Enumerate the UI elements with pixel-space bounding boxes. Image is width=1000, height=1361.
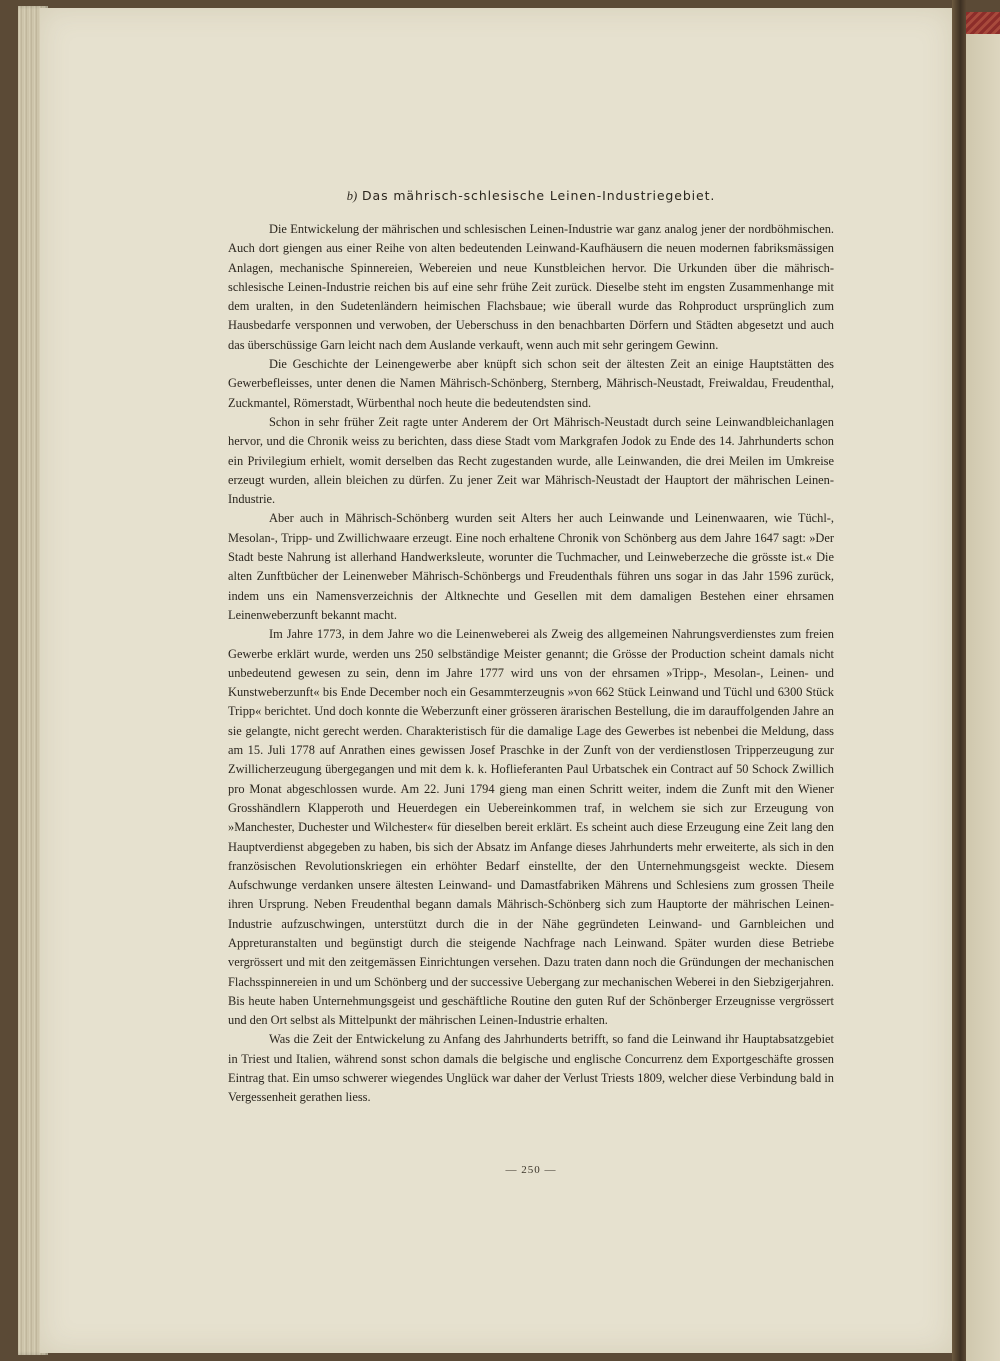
paragraph-6: Was die Zeit der Entwickelung zu Anfang des Jahrhunderts betrifft, so fand die Leinwand ihr Hauptabsatzgebiet in Triest und Italien, während sonst schon damals die belgische und englische Concurrenz dem Exportgeschäfte grossen Eintrag that. Ein umso schwerer wiegendes Unglück war daher der Verlust Triests 1809, welcher diese Verbindung bald in Vergessenheit gerathen liess. (228, 1032, 834, 1105)
paragraph-5: Im Jahre 1773, in dem Jahre wo die Leinenweberei als Zweig des allgemeinen Nahrungsverdienstes zum freien Gewerbe erklärt wurde, werden uns 250 selbständige Meister genannt; die Grösse der Production scheint damals nicht unbedeutend gewesen zu sein, denn im Jahre 1777 wird uns von der ehrsamen »Tripp-, Mesolan-, Leinen- und Kunstweberzunft« bis Ende December noch ein Gesammterzeugnis »von 662 Stück Leinwand und Tüchl und 6300 Stück Tripp« berichtet. Und doch konnte die Weberzunft einer grösseren ärarischen Bestellung, die im darauffolgenden Jahre an sie gelangte, nicht gerecht werden. Charakteristisch für die damalige Lage des Gewerbes ist nebenbei die Meldung, dass am 15. Juli 1778 auf Anrathen eines gewissen Josef Praschke in der Zunft von der verdienstlosen Tripperzeugung zur Zwillicherzeugung übergegangen und mit dem k. k. Hoflieferanten Paul Urbatschek ein Contract auf 50 Schock Zwillich pro Monat abgeschlossen wurde. Am 22. Juni 1794 gieng man einen Schritt weiter, indem die Zunft mit den Wiener Grosshändlern Klapperoth und Heuerdegen ein Uebereinkommen traf, in welchem sie sich zur Erzeugung von »Manchester, Duchester und Wilchester« für dieselben bereit erklärt. Es scheint auch diese Erzeugung eine Zeit lang den Hauptverdienst abgegeben zu haben, bis sich der Absatz im Anfange dieses Jahrhunderts mehr erweiterte, als sich in den französischen Revolutionskriegen ein erhöhter Bedarf einstellte, der den Unternehmungsgeist weckte. Diesem Aufschwunge verdanken unsere ältesten Leinwand- und Damastfabriken Mährens und Schlesiens zum grossen Theile ihren Ursprung. Neben Freudenthal begann damals Mährisch-Schönberg sich zum Hauptorte der mährischen Leinen-Industrie aufzuschwingen, unterstützt durch die in der Nähe gegründeten Leinwand- und Garnbleichen und Appreturanstalten und begünstigt durch die steigende Nachfrage nach Leinwand. Später wurden diese Betriebe vergrössert und mit den zeitgemässen Einrichtungen versehen. Dazu traten dann noch die Gründungen der mechanischen Flachsspinnereien in und um Schönberg und der successive Uebergang zur mechanischen Weberei in den Siebzigerjahren. Bis heute haben Unternehmungsgeist und geschäftliche Routine den guten Ruf der Schönberger Erzeugnisse vergrössert und den Ort selbst als Mittelpunkt der mährischen Leinen-Industrie erhalten. (228, 627, 834, 1028)
page-content (228, 186, 834, 1108)
red-edge-band (966, 12, 1000, 34)
book-gutter (952, 0, 966, 1361)
section-heading (228, 186, 834, 206)
section-title: Das mährisch-schlesische Leinen-Industriegebiet. (361, 188, 716, 203)
paragraph-4: Aber auch in Mährisch-Schönberg wurden seit Alters her auch Leinwande und Leinenwaaren, wie Tüchl-, Mesolan-, Tripp- und Zwillichwaare erzeugt. Eine noch erhaltene Chronik von Schönberg aus dem Jahre 1647 sagt: »Der Stadt beste Nahrung ist allerhand Handwerksleute, worunter die Tuchmacher, und Leinweberzeche die grösste ist.« Die alten Zunftbücher der Leinenweber Mährisch-Schönbergs und Freudenthals führen uns sogar in das Jahr 1596 zurück, indem uns ein Namensverzeichnis der Altknechte und Gesellen mit dem damaligen Bestehen einer ehrsamen Leinenweberzunft bekannt macht. (228, 511, 834, 622)
adjacent-page (966, 12, 1000, 1361)
paragraph-1: Die Entwickelung der mährischen und schlesischen Leinen-Industrie war ganz analog jener der nordböhmischen. Auch dort giengen aus einer Reihe von alten bedeutenden Leinwand-Kaufhäusern die neuen modernen fabriksmässigen Anlagen, mechanische Spinnereien, Webereien und neue Kunstbleichen hervor. Die Urkunden über die mährisch-schlesische Leinen-Industrie reichen bis auf eine sehr frühe Zeit zurück. Dieselbe steht im engsten Zusammenhange mit dem uralten, in den Sudetenländern heimischen Flachsbaue; wie überall wurde das Rohproduct ursprünglich zum Hausbedarfe versponnen und verwoben, der Ueberschuss in den benachbarten Dörfern und Städten abgesetzt und auch das überschüssige Garn leicht nach dem Auslande verkauft, wenn auch mit sehr geringem Gewinn. (228, 222, 834, 352)
section-prefix: b) (346, 189, 358, 203)
paragraph-2: Die Geschichte der Leinengewerbe aber knüpft sich schon seit der ältesten Zeit an einige Hauptstätten des Gewerbefleisses, unter denen die Namen Mährisch-Schönberg, Sternberg, Mährisch-Neustadt, Freiwaldau, Freudenthal, Zuckmantel, Römerstadt, Würbenthal noch heute die bedeutendsten sind. (228, 357, 834, 410)
page-number: — 250 — (505, 1164, 557, 1176)
paragraph-3: Schon in sehr früher Zeit ragte unter Anderem der Ort Mährisch-Neustadt durch seine Leinwandbleichanlagen hervor, und die Chronik weiss zu berichten, dass diese Stadt vom Markgrafen Jodok zu Ende des 14. Jahrhunderts schon ein Privilegium erhielt, womit derselben das Recht zugestanden wurde, alle Leinwanden, die drei Meilen im Umkreise erzeugt wurden, allein bleichen zu dürfen. Zu jener Zeit war Mährisch-Neustadt der Hauptort der mährischen Leinen-Industrie. (228, 414, 834, 507)
